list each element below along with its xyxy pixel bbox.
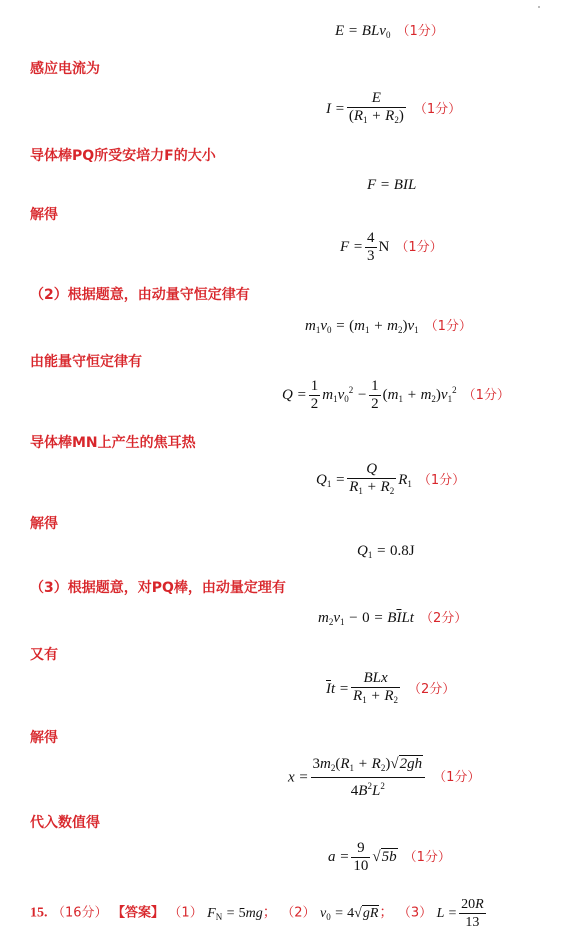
equation-displacement: x = $\frac{3m_2(R_1 + R_2)√2gh}{4B^2L^2}$ （1分） <box>288 756 481 799</box>
label-ampere-force: 导体棒PQ所受安培力F的大小 <box>30 148 216 164</box>
score-impulse: （2分） <box>419 611 468 626</box>
score-force: （1分） <box>395 239 443 255</box>
label-energy: 由能量守恒定律有 <box>30 354 142 370</box>
equation-heat-value: $Q_1 = 0.8J$ <box>357 543 415 560</box>
label-solve-3: 解得 <box>30 730 58 746</box>
question-score: （16分） <box>51 905 108 921</box>
answer-part-2-label: （2） <box>281 905 316 921</box>
label-solve-2: 解得 <box>30 516 58 532</box>
label-part-2: （2）根据题意，由动量守恒定律有 <box>30 287 250 303</box>
equation-current: I = $\frac{E}{(R_1 + R_2)}$ （1分） <box>326 90 462 125</box>
equation-force: F = BIL <box>367 177 417 193</box>
corner-dot <box>538 6 540 8</box>
label-current: 感应电流为 <box>30 61 100 77</box>
label-joule-heat: 导体棒MN上产生的焦耳热 <box>30 435 196 451</box>
answer-tag: 【答案】 <box>111 905 164 921</box>
score-substituted: （1分） <box>403 849 451 865</box>
score-current: （1分） <box>413 101 462 117</box>
answer-line: 15. （16分） 【答案】 （1） $F_N = 5mg$； （2） $v_0 = 4√gR$； （3） L = $\frac{20R}{13}$ <box>30 896 488 931</box>
label-solve-1: 解得 <box>30 207 58 223</box>
answer-part-3-label: （3） <box>397 905 433 921</box>
answer-part-3: L = $\frac{20R}{13}$ <box>436 897 484 930</box>
equation-charge: $\overline{I}t$ = $\frac{\text{BLx}}{R_1 + R_2}$ （2分） <box>326 670 456 705</box>
label-substitute: 代入数值得 <box>30 815 100 831</box>
equation-substituted: a = $\frac{9}{10}$ √5b （1分） <box>328 840 451 874</box>
equation-force-value: F = $\frac{4}{3}$ N （1分） <box>340 230 443 264</box>
equation-emf: E = BLv$_0$ （1分） <box>335 23 444 40</box>
equation-momentum: $m_1v_0 = (m_1 + m_2)v_1$ （1分） <box>305 318 472 335</box>
label-part-3: （3）根据题意，对PQ棒，由动量定理有 <box>30 580 286 596</box>
label-also: 又有 <box>30 647 58 663</box>
answer-part-1: $F_N = 5mg$ <box>207 905 263 922</box>
score-emf: （1分） <box>396 24 444 39</box>
score-momentum: （1分） <box>424 319 472 334</box>
answer-part-1-label: （1） <box>168 905 203 921</box>
equation-heat-share: $Q_1$ = $\frac{Q}{R_1 + R_2}$ $R_1$ （1分） <box>316 461 466 496</box>
answer-part-2: $v_0 = 4√gR$ <box>319 905 379 922</box>
score-energy: （1分） <box>462 387 510 403</box>
score-charge: （2分） <box>408 681 456 697</box>
equation-impulse: $m_2v_1 - 0 = B\overline{I}Lt$ （2分） <box>318 610 468 627</box>
question-number: 15. <box>30 905 48 921</box>
score-displacement: （1分） <box>433 770 481 786</box>
score-heat-share: （1分） <box>417 472 466 488</box>
equation-energy: Q = $\frac{1}{2}$ $m_1v_0^2$ − $\frac{1}{2}$ $(m_1 + m_2)v_1^2$ （1分） <box>282 378 510 412</box>
